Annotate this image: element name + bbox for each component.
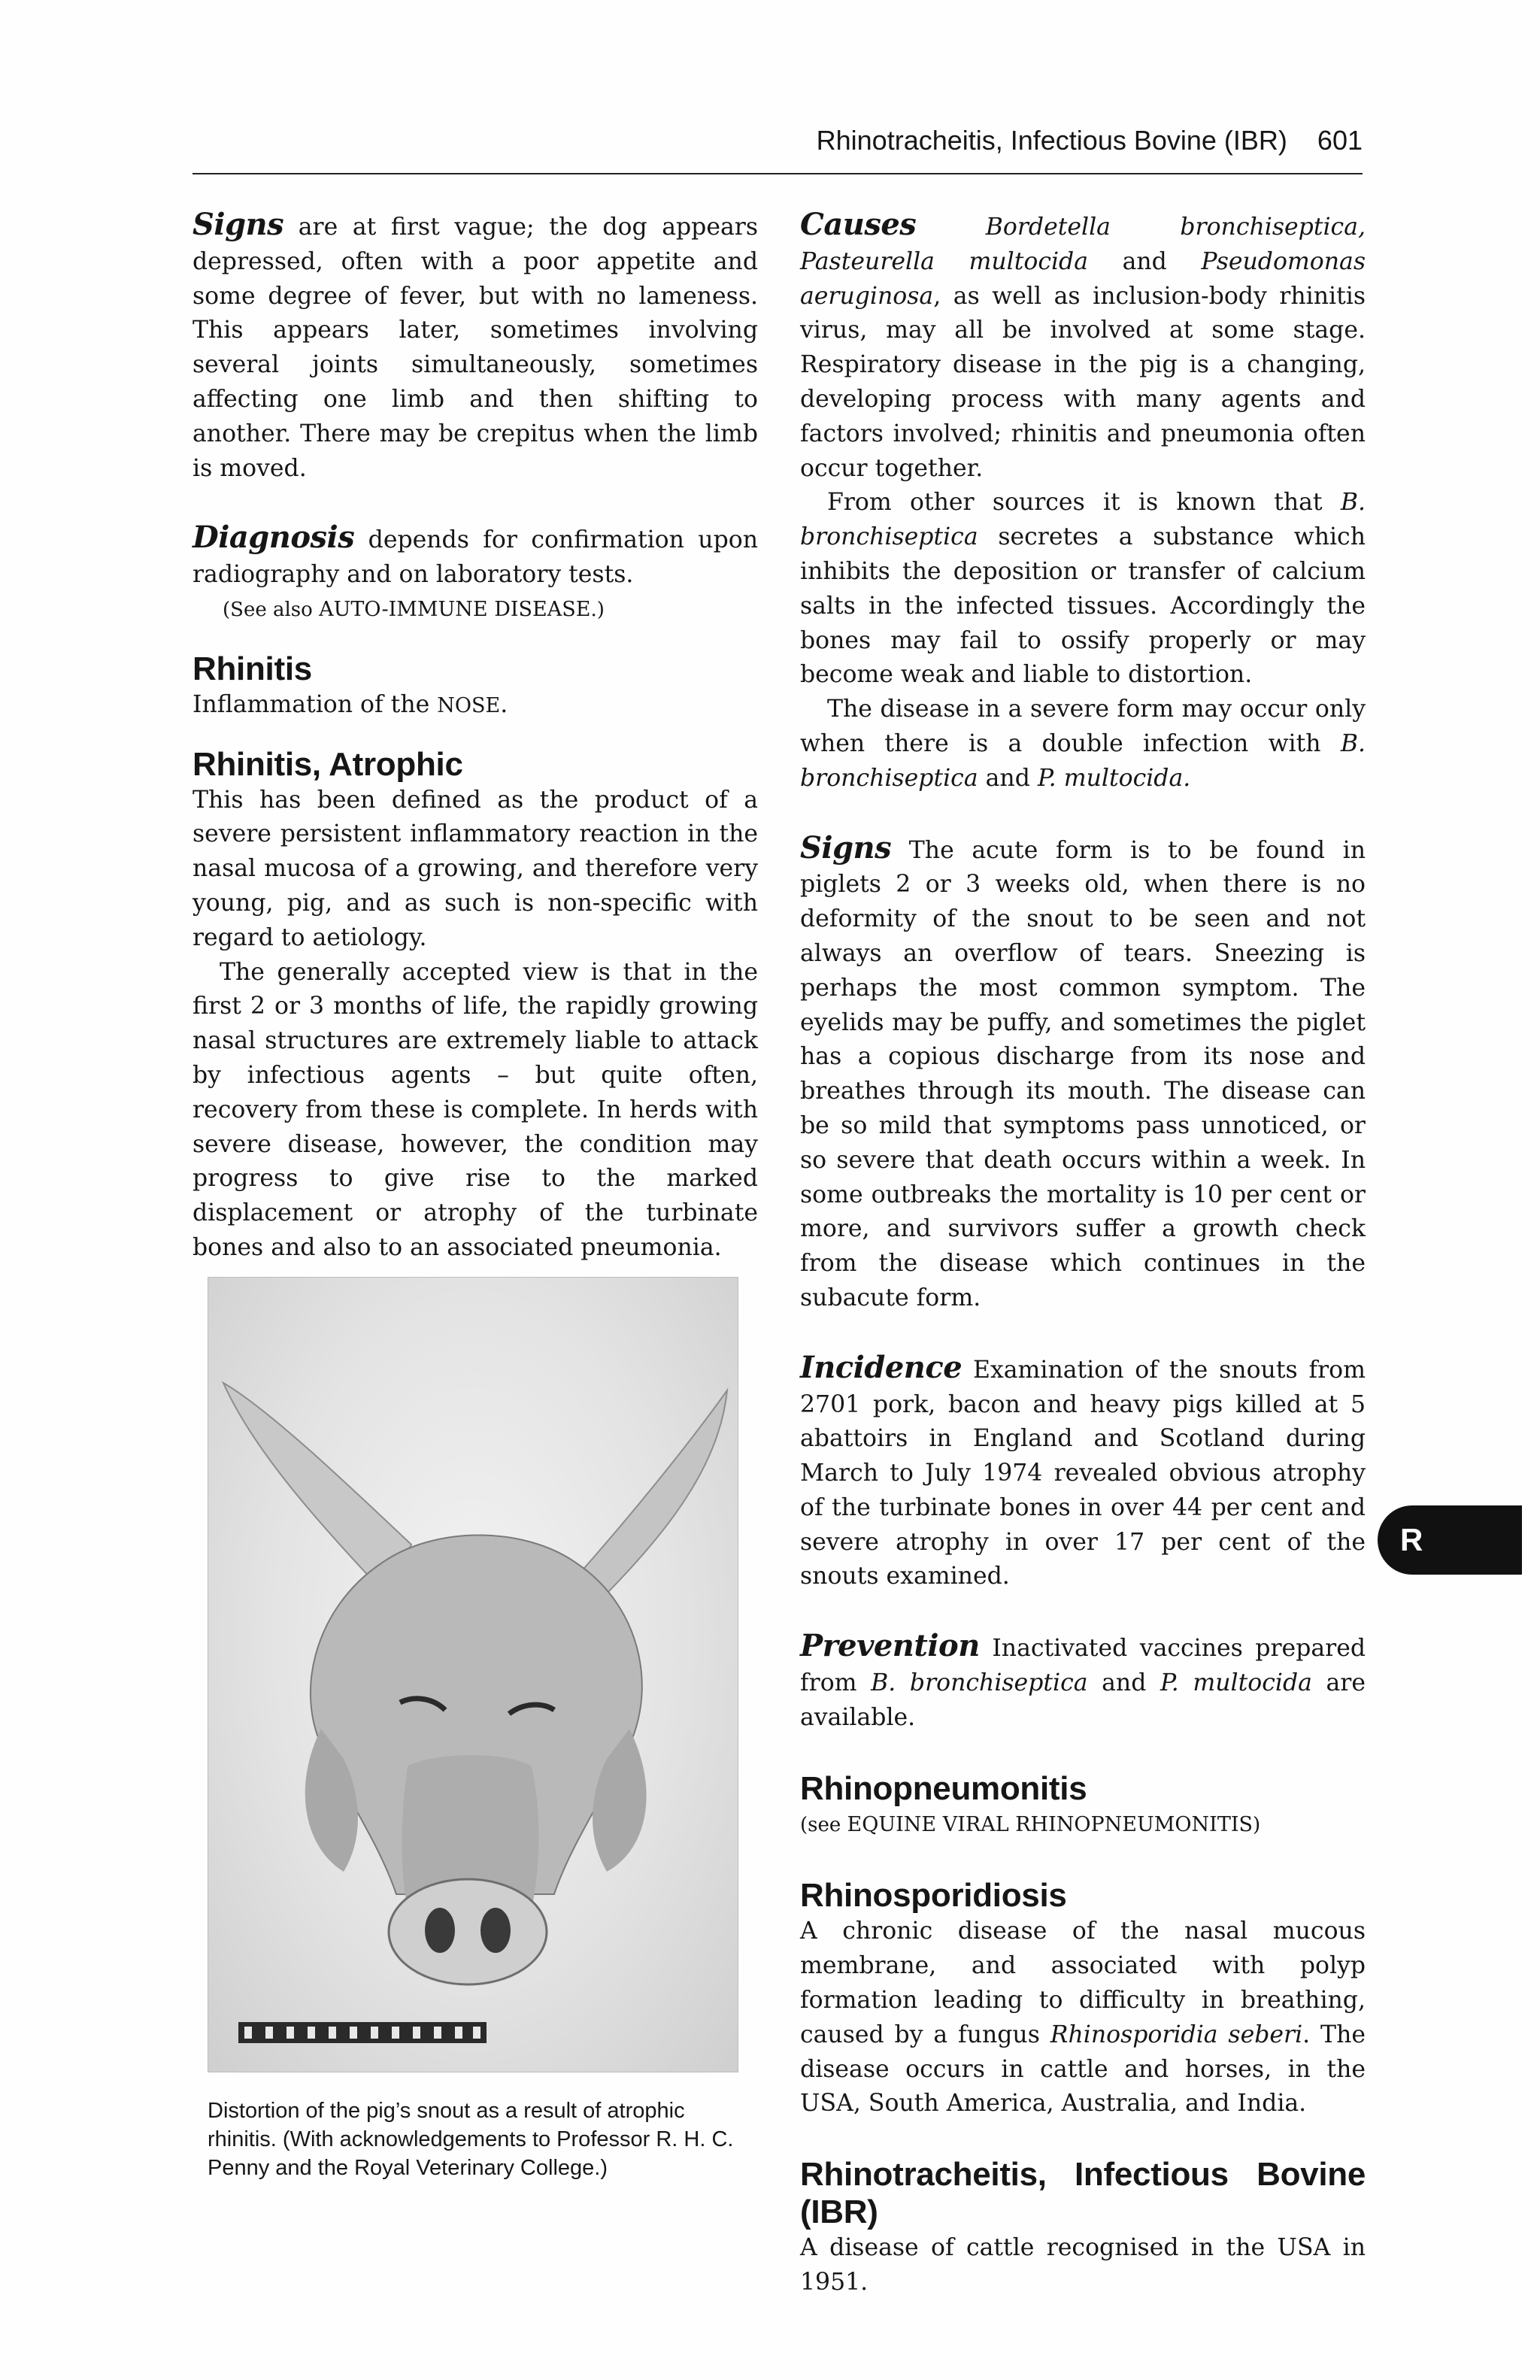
incidence-text: Examination of the snouts from 2701 pork, bacon and heavy pigs killed at 5 abattoirs in England and Scotland during March to July 1974 revealed obvious atrophy of the turbinate bones in over 44 per cent and severe atrophy in over 17 per cent of the snouts examined. [800, 1356, 1366, 1590]
atrophic-paragraph-1: This has been defined as the product of a severe persistent inflammatory reaction in the nasal mucosa of a growing, and therefore very young, pig, and as such is non-specific with regard to aetiology. [192, 786, 758, 951]
equine-viral-rhinopneumonitis-link[interactable]: EQUINE VIRAL RHINOPNEUMONITIS [847, 1812, 1254, 1836]
page-number: 601 [1317, 125, 1363, 156]
heading-rhinitis-atrophic: Rhinitis, Atrophic [192, 745, 463, 783]
atrophic-paragraph-2: The generally accepted view is that in the first 2 or 3 months of life, the rapidly growing nasal structures are extremely liable to attack by infectious agents – but quite often, recovery from these is complete. In herds with severe disease, however, the condition may progress to give rise to the marked displacement or atrophy of the turbinate bones and also to an associated pneumonia. [192, 958, 758, 1261]
causes-p3-organism-2: P. multocida. [1037, 764, 1191, 792]
diagnosis-paragraph [192, 520, 758, 593]
rhinosporidiosis-text: A chronic disease of the nasal mucous membrane, and associated with polyp formation leading to difficulty in breathing, caused by a fungus [800, 1918, 1366, 2048]
section-tab-r[interactable] [1378, 1505, 1522, 1575]
ibr-paragraph: A disease of cattle recognised in the USA in 1951. [800, 2234, 1366, 2297]
causes-paragraph-3 [800, 693, 1366, 796]
left-column [192, 208, 758, 1266]
prevention-organism-2: P. multocida [1160, 1669, 1312, 1697]
signs-acute-paragraph [800, 831, 1366, 1316]
see-also-link[interactable]: AUTO-IMMUNE DISEASE [319, 597, 591, 621]
rhinosporidiosis-paragraph [800, 1915, 1366, 2121]
prevention-text: Inactivated vaccines prepared from [800, 1635, 1366, 1697]
causes-paragraph [800, 208, 1366, 486]
running-header [192, 125, 1363, 174]
figure-caption: Distortion of the pig’s snout as a result of atrophic rhinitis. (With acknowledgements to Professor R. H. C. Penny and the Royal Veterinary College.) [208, 2099, 734, 2180]
causes-p2-text: secretes a substance which inhibits the deposition or transfer of calcium salts in the infected tissues. Accordingly the bones may fail to ossify properly or may become weak and liable to distortion. [800, 523, 1366, 689]
rhinitis-text: Inflammation of the [192, 690, 438, 718]
incidence-run-in: Incidence [800, 1349, 962, 1385]
heading-ibr: Rhinotracheitis, Infectious Bovine (IBR) [800, 2156, 1366, 2231]
causes-text: , as well as inclusion-body rhinitis virus, may all be involved at some stage. Respiratory disease in the pig is a changing, developing process with many agents and factors involved; rhinitis and pneumonia often occur together. [800, 282, 1366, 482]
causes-organism-2: Pseudomonas aeruginosa [800, 247, 1366, 310]
diagnosis-run-in: Diagnosis [192, 520, 355, 556]
pig-head-illustration [208, 1278, 738, 2072]
signs-paragraph [192, 208, 758, 486]
rhinopneumonitis-see [800, 1808, 1366, 1843]
causes-p2-organism: B. bronchiseptica [800, 489, 1366, 551]
heading-rhinopneumonitis: Rhinopneumonitis [800, 1769, 1087, 1807]
causes-p2-start: From other sources it is known that [827, 489, 1341, 517]
signs-acute-text: The acute form is to be found in piglets 2 or 3 weeks old, when there is no deformity of the snout to be seen and not always an overflow of tears. Sneezing is perhaps the most common symptom. The eyelids may be puffy, and sometimes the piglet has a copious discharge from its nose and breathes through its mouth. The disease can be so mild that symptoms pass unnoticed, or so severe that death occurs within a week. In some outbreaks the mortality is 10 per cent or more, and survivors suffer a growth check from the disease which continues in the subacute form. [800, 836, 1366, 1311]
prevention-and: and [1087, 1669, 1160, 1697]
causes-run-in: Causes [800, 207, 917, 242]
rhinitis-end: . [500, 690, 508, 718]
prevention-end: are available. [800, 1669, 1366, 1731]
pig-head-photo [208, 1277, 738, 2072]
rhinitis-definition [192, 688, 758, 723]
signs-acute-run-in: Signs [800, 829, 892, 866]
causes-paragraph-2 [800, 486, 1366, 693]
diagnosis-text: depends for confirmation upon radiography and on laboratory tests. [192, 526, 759, 589]
prevention-run-in: Prevention [800, 1628, 980, 1664]
signs-run-in: Signs [192, 207, 284, 242]
section-tab-letter: R [1400, 1522, 1423, 1557]
rhinopneumonitis-prefix: (see [800, 1813, 847, 1836]
see-also-prefix: (See also [223, 598, 320, 621]
causes-p3-and: and [978, 764, 1038, 792]
see-also-suffix: .) [590, 598, 605, 621]
causes-p3-organism-1: B. bronchiseptica [800, 729, 1366, 792]
signs-text: are at first vague; the dog appears depressed, often with a poor appetite and some degree of fever, but with no lameness. This appears later, sometimes involving several joints simultaneously, sometimes affecting one limb and then shifting to another. There may be crepitus when the limb is moved. [192, 214, 758, 482]
see-also-note [192, 593, 758, 628]
incidence-paragraph [800, 1351, 1366, 1595]
heading-rhinosporidiosis: Rhinosporidiosis [800, 1877, 1067, 1915]
rhinosporidiosis-organism: Rhinosporidia seberi [1050, 2021, 1303, 2048]
nose-link[interactable]: NOSE [437, 693, 501, 717]
rhinopneumonitis-suffix: ) [1253, 1813, 1261, 1836]
prevention-paragraph [800, 1629, 1366, 1735]
right-column [800, 208, 1366, 2300]
running-header-title: Rhinotracheitis, Infectious Bovine (IBR) [816, 125, 1287, 156]
prevention-organism-1: B. bronchiseptica [871, 1669, 1088, 1697]
rhinosporidiosis-end: . The disease occurs in cattle and horses, in the USA, South America, Australia, and India. [800, 2021, 1366, 2118]
heading-rhinitis: Rhinitis [192, 650, 312, 687]
causes-organism-1: Bordetella bronchiseptica, Pasteurella multocida [800, 214, 1366, 275]
causes-and: and [1088, 247, 1202, 275]
causes-p3-start: The disease in a severe form may occur only when there is a double infection with [800, 696, 1366, 757]
